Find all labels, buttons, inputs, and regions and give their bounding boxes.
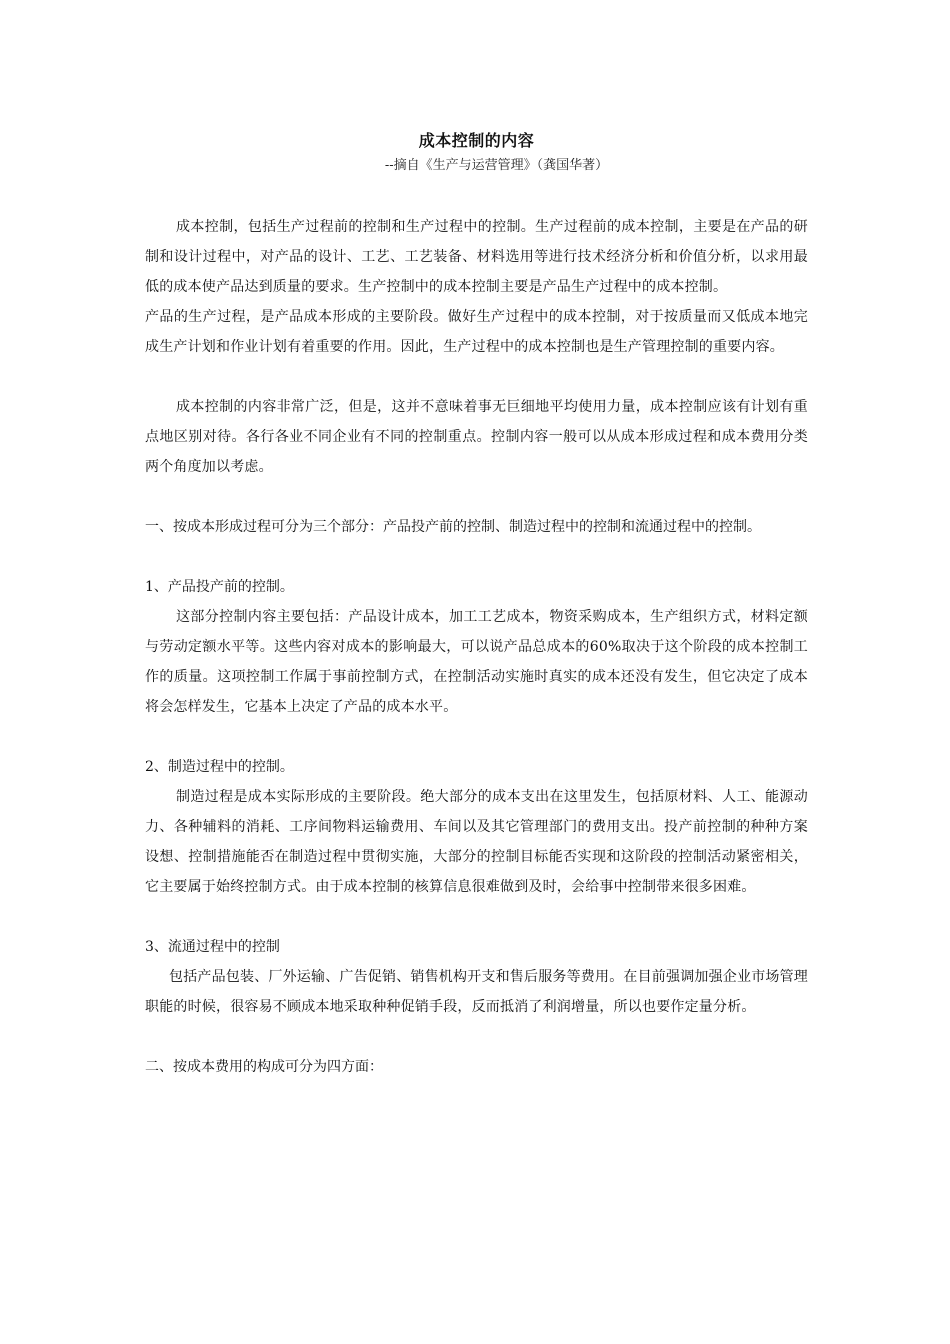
item-3-heading: 3、流通过程中的控制 — [145, 939, 280, 955]
item-1-heading: 1、产品投产前的控制。 — [145, 579, 294, 595]
spacer — [145, 542, 808, 572]
section-2-heading: 二、按成本费用的构成可分为四方面： — [145, 1059, 383, 1075]
item-3-body: 包括产品包装、厂外运输、广告促销、销售机构开支和售后服务等费用。在目前强调加强企业市场管理职能的时候，很容易不顾成本地采取种种促销手段，反而抵消了利润增量，所以也要作定量分析。 — [145, 969, 808, 1015]
item-2-heading: 2、制造过程中的控制。 — [145, 759, 294, 775]
spacer — [145, 178, 808, 212]
spacer — [145, 362, 808, 392]
intro-paragraph-2: 产品的生产过程，是产品成本形成的主要阶段。做好生产过程中的成本控制，对于按质量而又低成本地完成生产计划和作业计划有着重要的作用。因此，生产过程中的成本控制也是生产管理控制的重要内容。 — [145, 309, 808, 355]
spacer — [145, 722, 808, 752]
document-title: 成本控制的内容 — [418, 131, 535, 150]
spacer — [145, 1022, 808, 1052]
intro-paragraph-3: 成本控制的内容非常广泛，但是，这并不意味着事无巨细地平均使用力量，成本控制应该有计划有重点地区别对待。各行各业不同企业有不同的控制重点。控制内容一般可以从成本形成过程和成本费用分类两个角度加以考虑。 — [145, 399, 808, 475]
spacer — [145, 902, 808, 932]
section-1-heading: 一、按成本形成过程可分为三个部分：产品投产前的控制、制造过程中的控制和流通过程中的控制。 — [145, 519, 761, 535]
intro-paragraph-1: 成本控制，包括生产过程前的控制和生产过程中的控制。生产过程前的成本控制，主要是在产品的研制和设计过程中，对产品的设计、工艺、工艺装备、材料选用等进行技术经济分析和价值分析，以求用最低的成本使产品达到质量的要求。生产控制中的成本控制主要是产品生产过程中的成本控制。 — [145, 219, 808, 295]
document-subtitle: --摘自《生产与运营管理》（龚国华著） — [384, 158, 609, 173]
item-1-body: 这部分控制内容主要包括：产品设计成本，加工工艺成本，物资采购成本，生产组织方式，材料定额与劳动定额水平等。这些内容对成本的影响最大，可以说产品总成本的60%取决于这个阶段的成本控制工作的质量。这项控制工作属于事前控制方式，在控制活动实施时真实的成本还没有发生，但它决定了成本将会怎样发生，它基本上决定了产品的成本水平。 — [145, 609, 808, 715]
spacer — [145, 482, 808, 512]
document-page — [145, 128, 808, 1082]
item-2-body: 制造过程是成本实际形成的主要阶段。绝大部分的成本支出在这里发生，包括原材料、人工、能源动力、各种辅料的消耗、工序间物料运输费用、车间以及其它管理部门的费用支出。投产前控制的种种方案设想、控制措施能否在制造过程中贯彻实施，大部分的控制目标能否实现和这阶段的控制活动紧密相关，它主要属于始终控制方式。由于成本控制的核算信息很难做到及时，会给事中控制带来很多困难。 — [145, 789, 808, 895]
